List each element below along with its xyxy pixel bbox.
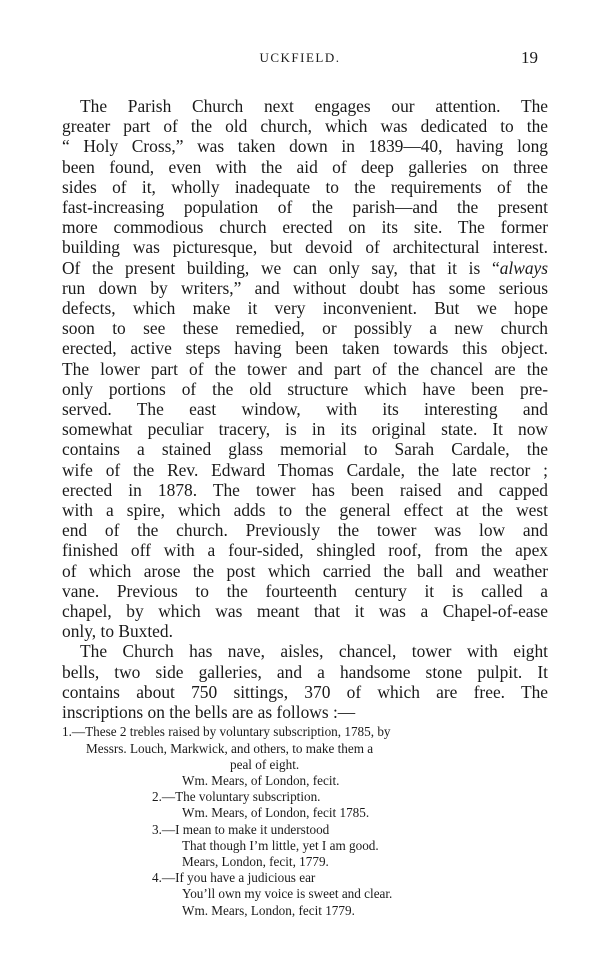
text-line: been found, even with the aid of deep galleries on three — [62, 156, 548, 177]
inscription-line: Wm. Mears, of London, fecit 1785. — [182, 805, 370, 821]
text-line: finished off with a four-sided, shingled roof, from the apex — [62, 540, 548, 561]
page-header — [62, 50, 538, 70]
inscription-line: 4.—If you have a judicious ear — [152, 870, 316, 886]
text-line: end of the church. Previously the tower was low and — [62, 520, 548, 541]
running-title: UCKFIELD. — [259, 50, 341, 65]
inscription-line: You’ll own my voice is sweet and clear. — [182, 886, 393, 902]
text-line: run down by writers,” and without doubt has some serious — [62, 277, 548, 298]
text-line: contains a stained glass memorial to Sarah Cardale, the — [62, 439, 548, 460]
text-line: The Parish Church next engages our attention. The — [80, 96, 548, 116]
paragraph-church-description — [62, 641, 548, 722]
text-line: inscriptions on the bells are as follows :— — [62, 702, 356, 723]
text-line: greater part of the old church, which was dedicated to the — [62, 116, 548, 137]
bell-inscriptions — [62, 724, 548, 918]
inscription-line: peal of eight. — [230, 756, 300, 772]
text-line: building was picturesque, but devoid of architectural interest. — [62, 237, 548, 258]
text-line: vane. Previous to the fourteenth century it is called a — [62, 580, 548, 601]
text-line: The Church has nave, aisles, chancel, tower with eight — [80, 641, 548, 662]
page-number: 19 — [521, 48, 538, 67]
inscription-line: 3.—I mean to make it understood — [152, 821, 330, 837]
inscription-line: Messrs. Louch, Markwick, and others, to make them a — [86, 740, 374, 756]
text-line: bells, two side galleries, and a handsome stone pulpit. It — [62, 661, 548, 682]
text-line: erected, active steps having been taken towards this object. — [62, 338, 548, 359]
text-line: sides of it, wholly inadequate to the requirements of the — [62, 176, 548, 197]
text-line: somewhat peculiar tracery, is in its original state. It now — [62, 419, 548, 440]
text-line: chapel, by which was meant that it was a Chapel-of-ease — [62, 601, 548, 622]
text-line: fast-increasing population of the parish—and the present — [62, 197, 548, 218]
text-line: of which arose the post which carried the ball and weather — [62, 560, 548, 581]
paragraph-parish-church — [62, 96, 548, 641]
inscription-line: Wm. Mears, London, fecit 1779. — [182, 902, 355, 918]
text-line: “ Holy Cross,” was taken down in 1839—40, having long — [62, 136, 548, 157]
text-line: more commodious church erected on its site. The former — [62, 217, 548, 238]
inscription-line: 2.—The voluntary subscription. — [152, 789, 321, 805]
text-line: served. The east window, with its interesting and — [62, 399, 548, 420]
text-line: erected in 1878. The tower has been raised and capped — [62, 479, 548, 500]
text-line: only, to Buxted. — [62, 621, 173, 642]
text-line: defects, which make it very inconvenient. But we hope — [62, 298, 548, 319]
inscription-line: Wm. Mears, of London, fecit. — [182, 772, 340, 788]
inscription-line: That though I’m little, yet I am good. — [182, 837, 379, 853]
text-line: Of the present building, we can only say, that it is “always — [62, 257, 548, 278]
text-line: only portions of the old structure which have been pre- — [62, 378, 548, 399]
text-line: wife of the Rev. Edward Thomas Cardale, the late rector ; — [62, 459, 548, 480]
emphasis: always — [499, 257, 548, 278]
text-line: contains about 750 sittings, 370 of which are free. The — [62, 681, 548, 702]
text-line: The lower part of the tower and part of the chancel are the — [62, 358, 548, 379]
inscription-line: 1.—These 2 trebles raised by voluntary subscription, 1785, by — [62, 724, 391, 740]
text-line: with a spire, which adds to the general effect at the west — [62, 500, 548, 521]
inscription-line: Mears, London, fecit, 1779. — [182, 853, 329, 869]
text-line: soon to see these remedied, or possibly a new church — [62, 318, 548, 339]
body-text — [62, 96, 548, 919]
